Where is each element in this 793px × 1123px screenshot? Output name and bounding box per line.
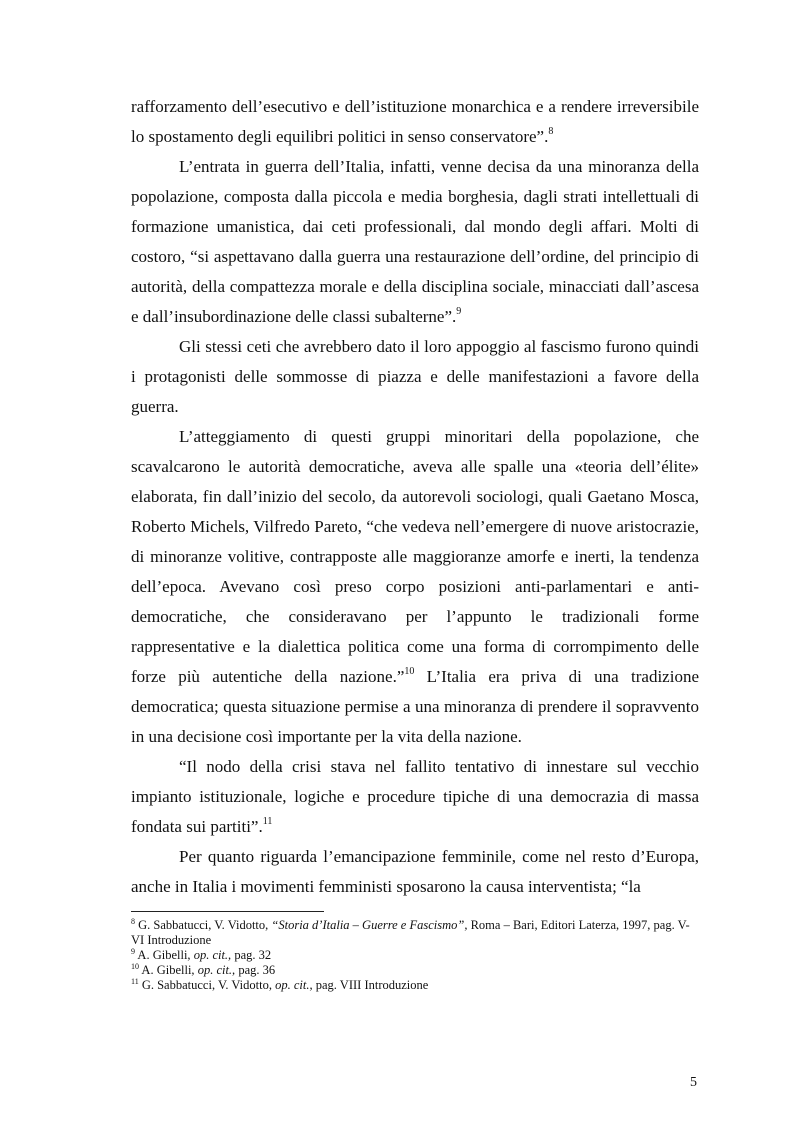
paragraph-6-text: Per quanto riguarda l’emancipazione femminile, come nel resto d’Europa, anche in Italia i movimenti femministi sposarono la causa interventista; “la	[131, 847, 699, 896]
paragraph-4-text-b: L’Italia era priva di una tradizione democratica; questa situazione permise a una minoranza di prendere il sopravvento in una decisione così importante per la vita della nazione.	[131, 667, 699, 746]
footnote-number: 11	[131, 976, 139, 986]
footnote-ref-9[interactable]: 9	[456, 306, 462, 318]
footnote-number: 8	[131, 916, 135, 926]
page-number: 5	[690, 1075, 697, 1090]
footnotes	[131, 918, 699, 993]
paragraph-2-text: L’entrata in guerra dell’Italia, infatti, venne decisa da una minoranza della popolazione, composta dalla piccola e media borghesia, dagli strati intellettuali di formazione umanistica, dai ceti professionali, dal mondo degli affari. Molti di costoro, “si aspettavano dalla guerra una restaurazione dell’ordine, del principio di autorità, della compattezza morale e della disciplina sociale, minacciati dall’ascesa e dall’insubordinazione delle classi subalterne”.	[131, 157, 699, 326]
paragraph-4-text-a: L’atteggiamento di questi gruppi minoritari della popolazione, che scavalcarono le autorità democratiche, aveva alle spalle una «teoria dell’élite» elaborata, fin dall’inizio del secolo, da autorevoli sociologi, quali Gaetano Mosca, Roberto Michels, Vilfredo Pareto, “che vedeva nell’emergere di nuove aristocrazie, di minoranze volitive, contrapposte alle maggioranze amorfe e inerti, la tendenza dell’epoca. Avevano così preso corpo posizioni anti-parlamentari e anti-democratiche, che consideravano per l’appunto le tradizionali forme rappresentative e la dialettica politica come una forma di corrompimento delle forze più autentiche della nazione.”	[131, 427, 699, 686]
footnote-title: op. cit.,	[275, 978, 313, 992]
footnote-text: G. Sabbatucci, V. Vidotto,	[138, 978, 276, 992]
footnote-text: Roma – Bari, Editori Laterza, 1997, pag. V-VI Introduzione	[131, 918, 690, 947]
footnote	[131, 978, 699, 993]
footnote	[131, 918, 699, 948]
footnote	[131, 948, 699, 963]
footnote-text: pag. VIII Introduzione	[312, 978, 429, 992]
footnote-ref-8[interactable]: 8	[548, 126, 554, 138]
footnote-text: pag. 32	[231, 948, 272, 962]
paragraph-2	[131, 152, 699, 332]
footnote-title: “Storia d’Italia – Guerre e Fascismo”,	[271, 918, 468, 932]
footnote-ref-10[interactable]: 10	[404, 666, 415, 678]
paragraph-6	[131, 842, 699, 902]
footnote-title: op. cit.,	[193, 948, 232, 962]
footnote-number: 9	[131, 946, 135, 956]
footnote	[131, 963, 699, 978]
paragraph-1-text: rafforzamento dell’esecutivo e dell’istituzione monarchica e a rendere irreversibile lo spostamento degli equilibri politici in senso conservatore”.	[131, 97, 699, 146]
footnote-ref-11[interactable]: 11	[262, 816, 273, 828]
paragraph-1	[131, 92, 699, 152]
footnote-number: 10	[131, 961, 139, 971]
footnote-text: A. Gibelli,	[139, 963, 198, 977]
paragraph-4	[131, 422, 699, 752]
footnote-title: op. cit.,	[197, 963, 236, 977]
body-text	[131, 92, 699, 902]
footnote-text: pag. 36	[235, 963, 276, 977]
footnote-text: G. Sabbatucci, V. Vidotto,	[135, 918, 272, 932]
paragraph-3	[131, 332, 699, 422]
paragraph-5-text: “Il nodo della crisi stava nel fallito tentativo di innestare sul vecchio impianto istituzionale, logiche e procedure tipiche di una democrazia di massa fondata sui partiti”.	[131, 757, 699, 836]
footnote-divider	[131, 911, 324, 912]
footnote-text: A. Gibelli,	[135, 948, 194, 962]
paragraph-5	[131, 752, 699, 842]
paragraph-3-text: Gli stessi ceti che avrebbero dato il loro appoggio al fascismo furono quindi i protagonisti delle sommosse di piazza e delle manifestazioni a favore della guerra.	[131, 337, 699, 416]
